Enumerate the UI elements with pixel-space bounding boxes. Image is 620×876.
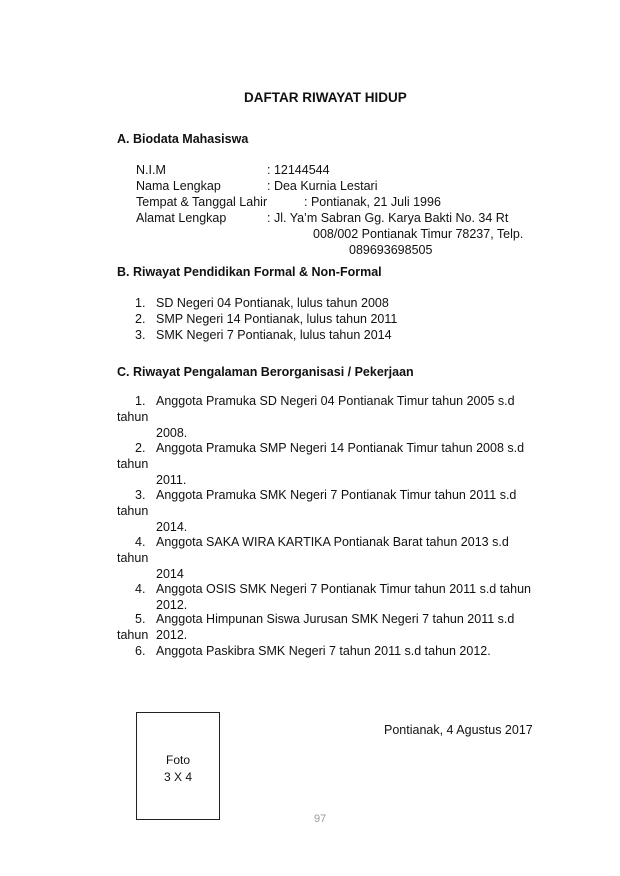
biodata-value-address: : Jl. Ya’m Sabran Gg. Karya Bakti No. 34 Rt	[267, 211, 509, 225]
biodata-label-address: Alamat Lengkap	[136, 211, 227, 225]
document-title: DAFTAR RIWAYAT HIDUP	[244, 90, 407, 105]
edu-item-number: 3.	[135, 328, 146, 342]
org-item-cont: 2014.	[156, 520, 188, 534]
org-item-number: 3.	[135, 488, 146, 502]
photo-placeholder	[136, 712, 220, 820]
biodata-address-line2: 008/002 Pontianak Timur 78237, Telp.	[313, 227, 524, 241]
biodata-value-name: : Dea Kurnia Lestari	[267, 179, 378, 193]
org-item-text: Anggota Pramuka SMP Negeri 14 Pontianak Timur tahun 2008 s.d	[156, 441, 525, 455]
section-c-heading: C. Riwayat Pengalaman Berorganisasi / Pekerjaan	[117, 365, 414, 379]
edu-item-number: 2.	[135, 312, 146, 326]
org-item-number: 2.	[135, 441, 146, 455]
org-item-text: Anggota Pramuka SMK Negeri 7 Pontianak Timur tahun 2011 s.d	[156, 488, 517, 502]
edu-item-number: 1.	[135, 296, 146, 310]
org-item-cont: 2012.	[156, 628, 188, 642]
place-date: Pontianak, 4 Agustus 2017	[384, 723, 533, 737]
org-item-wrap: tahun	[117, 551, 149, 565]
org-item-number: 4.	[135, 582, 146, 596]
edu-item-text: SMK Negeri 7 Pontianak, lulus tahun 2014	[156, 328, 392, 342]
edu-item-text: SD Negeri 04 Pontianak, lulus tahun 2008	[156, 296, 389, 310]
org-item-cont: 2014	[156, 567, 184, 581]
org-item-cont: 2012.	[156, 598, 188, 612]
org-item-number: 4.	[135, 535, 146, 549]
org-item-cont: 2011.	[156, 473, 187, 487]
biodata-value-nim: : 12144544	[267, 163, 330, 177]
org-item-number: 5.	[135, 612, 146, 626]
org-item-wrap: tahun	[117, 410, 149, 424]
org-item-text: Anggota Pramuka SD Negeri 04 Pontianak Timur tahun 2005 s.d	[156, 394, 515, 408]
org-item-wrap: tahun	[117, 457, 149, 471]
photo-label-line1: Foto	[165, 753, 190, 767]
biodata-label-nim: N.I.M	[136, 163, 166, 177]
section-a-heading: A. Biodata Mahasiswa	[117, 132, 249, 146]
biodata-value-birth: : Pontianak, 21 Juli 1996	[304, 195, 441, 209]
biodata-label-name: Nama Lengkap	[136, 179, 221, 193]
org-item-text: Anggota OSIS SMK Negeri 7 Pontianak Timur tahun 2011 s.d tahun	[156, 582, 531, 596]
org-item-wrap: tahun	[117, 504, 149, 518]
page-number: 97	[314, 813, 327, 825]
biodata-address-line3: 089693698505	[349, 243, 433, 257]
section-b-heading: B. Riwayat Pendidikan Formal & Non-Formal	[117, 265, 382, 279]
org-item-text: Anggota SAKA WIRA KARTIKA Pontianak Barat tahun 2013 s.d	[156, 535, 509, 549]
org-item-text: Anggota Himpunan Siswa Jurusan SMK Negeri 7 tahun 2011 s.d	[156, 612, 515, 626]
photo-label-line2: 3 X 4	[163, 770, 193, 784]
org-item-wrap: tahun	[117, 628, 149, 642]
org-item-cont: 2008.	[156, 426, 188, 440]
org-item-number: 1.	[135, 394, 146, 408]
org-item-number: 6.	[135, 644, 146, 658]
biodata-label-birth: Tempat & Tanggal Lahir	[136, 195, 268, 209]
org-item-text: Anggota Paskibra SMK Negeri 7 tahun 2011 s.d tahun 2012.	[156, 644, 491, 658]
edu-item-text: SMP Negeri 14 Pontianak, lulus tahun 2011	[156, 312, 398, 326]
